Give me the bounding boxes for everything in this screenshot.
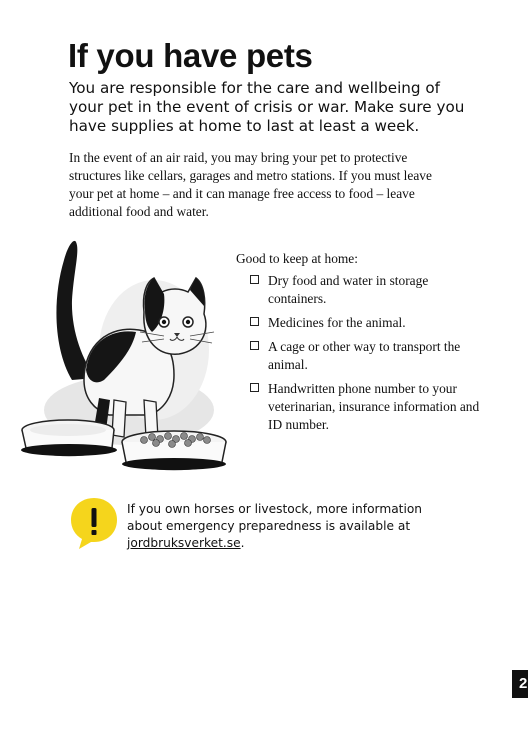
checklist-item-label: Handwritten phone number to your veterinarian, insurance information and ID number. xyxy=(268,381,480,432)
checklist-item-label: Dry food and water in storage containers. xyxy=(268,273,429,306)
checkbox-icon xyxy=(250,317,259,326)
checkbox-icon xyxy=(250,275,259,284)
body-paragraph: In the event of an air raid, you may bring your pet to protective structures like cellars, garages and metro stations. If you must leave your pet at home – and it can manage free access to food – leave additional food and water. xyxy=(69,150,432,219)
checklist-item xyxy=(250,314,486,332)
intro-paragraph: You are responsible for the care and wellbeing of your pet in the event of crisis or war. Make sure you have supplies at home to last at least a week. xyxy=(69,79,465,135)
notice-text-after: . xyxy=(240,536,245,550)
page-number: 2 xyxy=(512,670,528,698)
checklist-item-label: A cage or other way to transport the animal. xyxy=(268,339,461,372)
checklist-heading: Good to keep at home: xyxy=(236,251,358,266)
notice-text-before: If you own horses or livestock, more information about emergency preparedness is available at xyxy=(127,502,423,533)
notice-text xyxy=(127,501,427,552)
checklist-items xyxy=(236,272,486,434)
page-title: If you have pets xyxy=(68,37,313,74)
checkbox-icon xyxy=(250,383,259,392)
checklist-item-label: Medicines for the animal. xyxy=(268,315,406,330)
checklist-item xyxy=(250,272,486,308)
cat-illustration xyxy=(14,230,234,475)
exclamation-bubble-icon xyxy=(69,496,119,550)
checklist-item xyxy=(250,380,486,434)
checklist-item xyxy=(250,338,486,374)
checklist xyxy=(236,250,486,440)
jordbruksverket-link[interactable]: jordbruksverket.se xyxy=(127,536,241,550)
checkbox-icon xyxy=(250,341,259,350)
